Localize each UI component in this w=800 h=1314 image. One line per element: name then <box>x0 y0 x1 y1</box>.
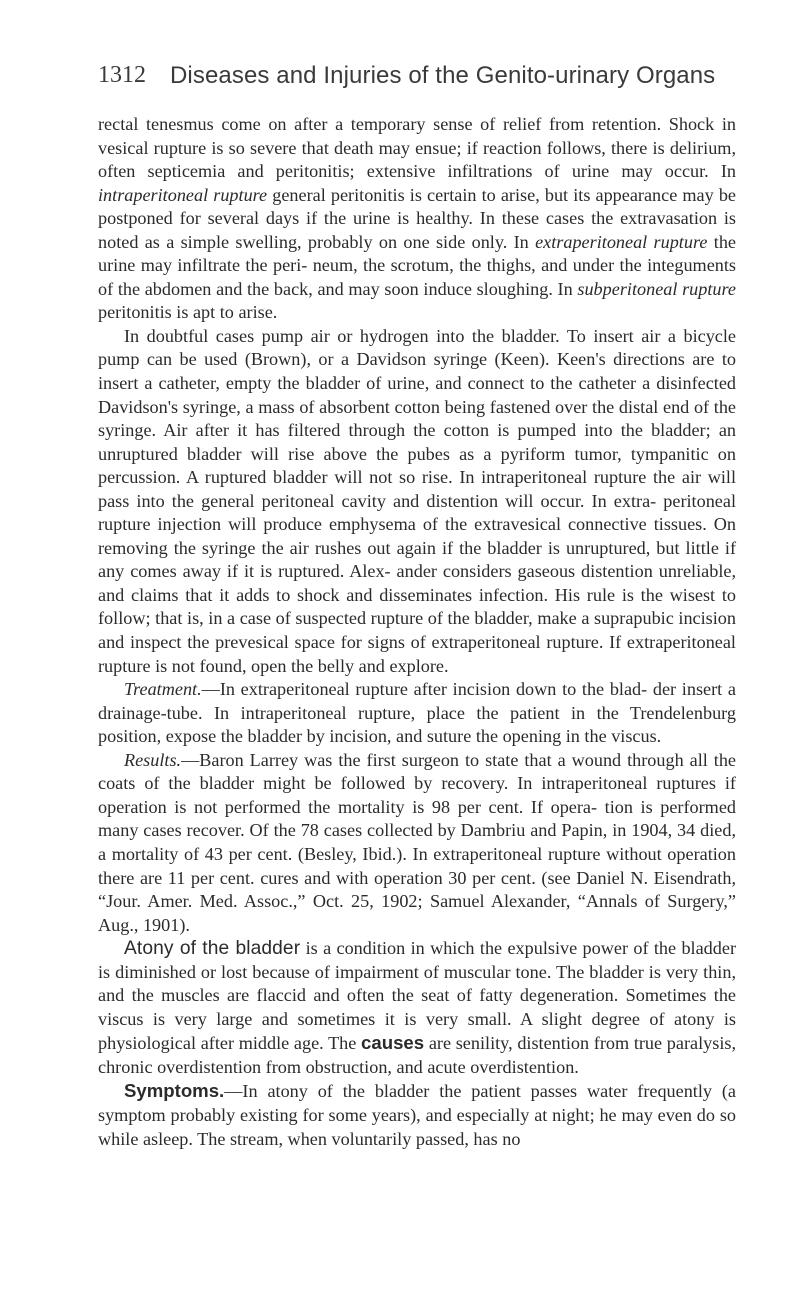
term-subperitoneal-rupture: subperitoneal rupture <box>577 278 736 299</box>
text-run: the urine may infiltrate the peri- neum, the scrotum, the thighs, and under the integuments of the abdomen and the back, and may soon induce sloughing. In <box>98 231 736 299</box>
symptoms-heading: Symptoms. <box>124 1080 225 1102</box>
term-extraperitoneal-rupture: extraperitoneal rupture <box>535 231 708 252</box>
paragraph-results <box>98 749 736 937</box>
results-heading: Results. <box>124 749 182 770</box>
text-run: are senility, distention from true paralysis, chronic overdistention from obstruction, and acute overdistention. <box>98 1033 736 1077</box>
text-run: peritonitis is apt to arise. <box>98 302 278 323</box>
paragraph-symptoms <box>98 1079 736 1151</box>
atony-heading: Atony of the bladder <box>124 938 301 960</box>
paragraph-treatment <box>98 678 736 749</box>
term-intraperitoneal-rupture: intraperitoneal rupture <box>98 184 268 205</box>
paragraph-rupture-symptoms <box>98 113 736 325</box>
text-run: rectal tenesmus come on after a temporary sense of relief from retention. Shock in vesical rupture is so severe that death may ensue; if reaction follows, there is delirium, often septicemia and peritonitis; extensive infiltrations of urine may occur. In <box>98 114 736 182</box>
running-title: Diseases and Injuries of the Genito-urinary Organs <box>170 62 716 89</box>
text-run: In doubtful cases pump air or hydrogen into the bladder. To insert air a bicycle pump can be used (Brown), or a Davidson syringe (Keen). Keen's directions are to insert a catheter, empty the bladder of urine, and connect to the catheter a disinfected Davidson's syringe, a mass of absorbent cotton being fastened over the distal end of the syringe. Air after it has filtered through the cotton is pumped into the bladder; an unruptured bladder will rise above the pubes as a pyriform tumor, tympanitic on percussion. A ruptured bladder will not so rise. In intraperitoneal rupture the air will pass into the general peritoneal cavity and distention will occur. In extra- peritoneal rupture injection will produce emphysema of the extravesical connective tissues. On removing the syringe the air rushes out again if the bladder is unruptured, but little if any comes away if it is ruptured. Alex- ander considers gaseous distention unreliable, and claims that it adds to shock and disseminates infection. His rule is the wisest to follow; that is, in a case of suspected rupture of the bladder, make a suprapubic incision and inspect the prevesical space for signs of extraperitoneal rupture. If extraperitoneal rupture is not found, open the belly and explore. <box>98 325 736 676</box>
running-head <box>98 62 738 96</box>
paragraph-diagnosis <box>98 325 736 678</box>
text-run: —Baron Larrey was the first surgeon to state that a wound through all the coats of the bladder might be followed by recovery. In intraperitoneal ruptures if operation is not performed the mortality is 98 per cent. If opera- tion is performed many cases recover. Of the 78 cases collected by Dambriu and Papin, in 1904, 34 died, a mortality of 43 per cent. (Besley, Ibid.). In extraperitoneal rupture without operation there are 11 per cent. cures and with operation 30 per cent. (see Daniel N. Eisendrath, “Jour. Amer. Med. Assoc.,” Oct. 25, 1902; Samuel Alexander, “Annals of Surgery,” Aug., 1901). <box>98 749 736 935</box>
text-run: general peritonitis is certain to arise, but its appearance may be postponed for several days if the urine is healthy. In these cases the extravasation is noted as a simple swelling, probably on one side only. In <box>98 184 737 252</box>
text-run: is a condition in which the expulsive power of the bladder is diminished or lost because of impairment of muscular tone. The bladder is very thin, and the muscles are flaccid and often the seat of fatty degeneration. Sometimes the viscus is very large and sometimes it is very small. A slight degree of atony is physiological after middle age. The <box>98 938 736 1054</box>
text-run: —In extraperitoneal rupture after incision down to the blad- der insert a drainage-tube. In intraperitoneal rupture, place the patient in the Trendelenburg position, expose the bladder by incision, and suture the opening in the viscus. <box>98 679 736 747</box>
causes-label: causes <box>361 1032 425 1054</box>
treatment-heading: Treatment. <box>124 679 202 700</box>
body-text <box>98 113 736 1151</box>
paragraph-atony <box>98 937 736 1079</box>
text-run: —In atony of the bladder the patient passes water frequently (a symptom probably existing for some years), and especially at night; he may even do so while asleep. The stream, when voluntarily passed, has no <box>98 1081 736 1149</box>
page-number: 1312 <box>98 62 146 88</box>
